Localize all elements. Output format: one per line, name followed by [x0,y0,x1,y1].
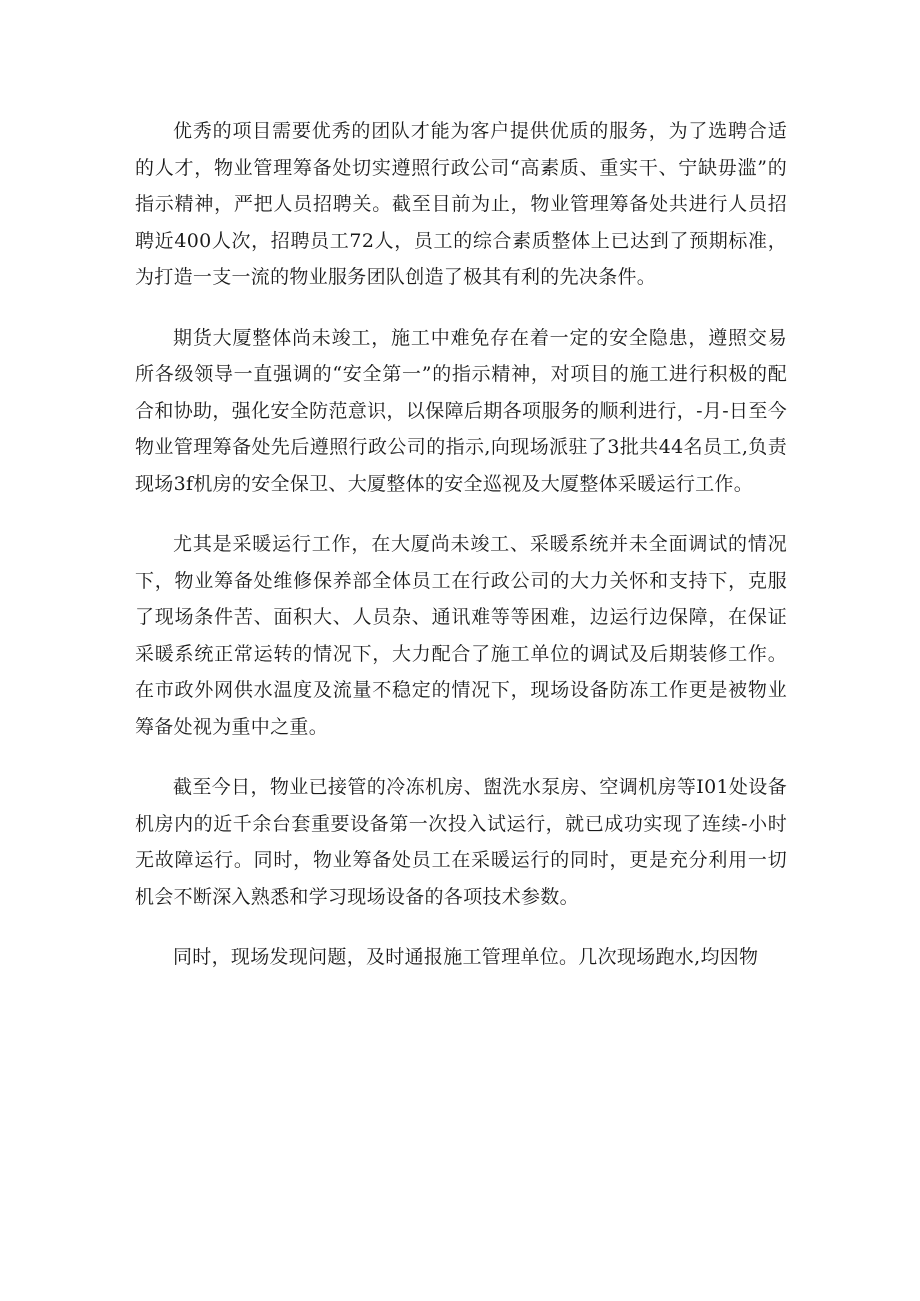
paragraph-issues: 同时，现场发现问题，及时通报施工管理单位。几次现场跑水,均因物 [173,946,759,968]
document-body [135,113,787,1000]
paragraph-safety: 期货大厦整体尚未竣工，施工中难免存在着一定的安全隐患，遵照交易所各级领导一直强调的“安全第一”的指示精神，对项目的施工进行积极的配合和协助，强化安全防范意识，以保障后期各项服务的顺利进行，-月-日至今物业管理筹备处先后遵照行政公司的指示,向现场派驻了3批共44名员工,负责现场3f机房的安全保卫、大厦整体的安全巡视及大厦整体采暖运行工作。 [135,326,787,495]
paragraph-equipment: 截至今日，物业已接管的冷冻机房、盥洗水泵房、空调机房等I01处设备机房内的近千余台套重要设备第一次投入试运行，就已成功实现了连续-小时无故障运行。同时，物业筹备处员工在采暖运行的同时，更是充分利用一切机会不断深入熟悉和学习现场设备的各项技术参数。 [135,776,787,908]
paragraph-recruitment: 优秀的项目需要优秀的团队才能为客户提供优质的服务，为了选聘合适的人才，物业管理筹备处切实遵照行政公司“高素质、重实干、宁缺毋滥”的指示精神，严把人员招聘关。截至目前为止，物业管理筹备处共进行人员招聘近400人次，招聘员工72人，员工的综合素质整体上已达到了预期标准，为打造一支一流的物业服务团队创造了极其有利的先决条件。 [135,120,787,288]
paragraph-heating: 尤其是采暖运行工作，在大厦尚未竣工、采暖系统并未全面调试的情况下，物业筹备处维修保养部全体员工在行政公司的大力关怀和支持下，克服了现场条件苦、面积大、人员杂、通讯难等等困难，边运行边保障，在保证采暖系统正常运转的情况下，大力配合了施工单位的调试及后期装修工作。在市政外网供水温度及流量不稳定的情况下，现场设备防冻工作更是被物业筹备处视为重中之重。 [135,533,787,738]
